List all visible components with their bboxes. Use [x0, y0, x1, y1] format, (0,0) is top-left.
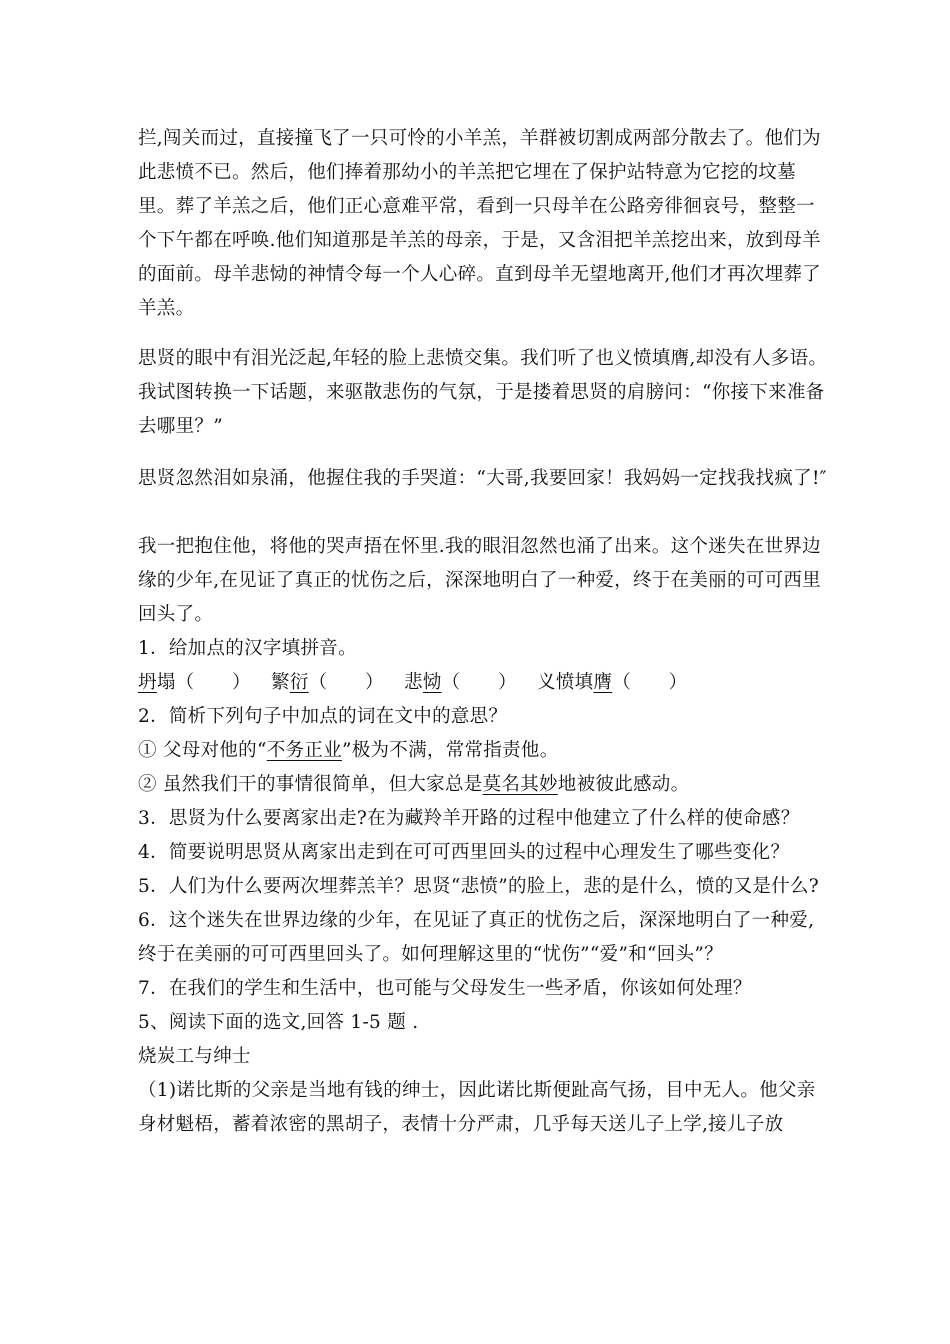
- pinyin-item: 悲恸（ ）: [404, 672, 517, 693]
- question-6: 6．这个迷失在世界边缘的少年，在见证了真正的忧伤之后，深深地明白了一种爱,终于在美丽的可可西里回头了。如何理解这里的“忧伤”“爱”和“回头”？: [138, 910, 815, 965]
- question-2-sentence-1: ① 父母对他的“不务正业”极为不满，常常指责他。: [138, 740, 559, 761]
- story-paragraph-4: 我一把抱住他，将他的哭声捂在怀里.我的眼泪忽然也涌了出来。这个迷失在世界边缘的少年,在见证了真正的忧伤之后，深深地明白了一种爱，终于在美丽的可可西里回头了。: [138, 536, 821, 625]
- question-5: 5．人们为什么要两次埋葬羔羊？思贤“悲愤”的脸上，悲的是什么，愤的又是什么?: [138, 876, 820, 897]
- pinyin-item: 坍塌（ ）: [138, 672, 251, 693]
- question-2-sentence-2: ② 虽然我们干的事情很简单，但大家总是莫名其妙地被彼此感动。: [138, 774, 690, 795]
- question-2: 2．简析下列句子中加点的词在文中的意思？: [138, 706, 508, 727]
- question-3: 3．思贤为什么要离家出走?在为藏羚羊开路的过程中他建立了什么样的使命感？: [138, 808, 800, 829]
- pinyin-item: 繁衍（ ）: [271, 672, 384, 693]
- question-1: 1．给加点的汉字填拼音。: [138, 638, 357, 659]
- pinyin-item: 义愤填膺（ ）: [537, 672, 688, 693]
- question-4: 4．简要说明思贤从离家出走到在可可西里回头的过程中心理发生了哪些变化？: [138, 842, 790, 863]
- question-list: [138, 632, 828, 1142]
- story-paragraph-next: （1)诺比斯的父亲是当地有钱的绅士，因此诺比斯便趾高气扬，目中无人。他父亲身材魁梧，蓄着浓密的黑胡子，表情十分严肃，几乎每天送儿子上学,接儿子放: [138, 1080, 816, 1135]
- pinyin-items: [138, 666, 828, 700]
- section-5-heading: 5、阅读下面的选文,回答 1-5 题 .: [138, 1012, 419, 1033]
- story-paragraph-3: 思贤忽然泪如泉涌，他握住我的手哭道：“大哥,我要回家！我妈妈一定找我找疯了!″: [138, 468, 827, 489]
- story-paragraph-1: 拦,闯关而过，直接撞飞了一只可怜的小羊羔，羊群被切割成两部分散去了。他们为此悲愤不已。然后，他们捧着那幼小的羊羔把它埋在了保护站特意为它挖的坟墓里。葬了羊羔之后，他们正心意难平常，看到一只母羊在公路旁徘徊哀号，整整一个下午都在呼唤.他们知道那是羊羔的母亲，于是，又含泪把羊羔挖出来，放到母羊的面前。母羊悲恸的神情令每一个人心碎。直到母羊无望地离开,他们才再次埋葬了羊羔。: [138, 128, 821, 319]
- question-7: 7．在我们的学生和生活中，也可能与父母发生一些矛盾，你该如何处理？: [138, 978, 752, 999]
- story-paragraph-2: 思贤的眼中有泪光泛起,年轻的脸上悲愤交集。我们听了也义愤填膺,却没有人多语。我试图转换一下话题，来驱散悲伤的气氛，于是搂着思贤的肩膀问：“你接下来准备去哪里？”: [138, 348, 828, 437]
- story-title: 烧炭工与绅士: [138, 1046, 251, 1067]
